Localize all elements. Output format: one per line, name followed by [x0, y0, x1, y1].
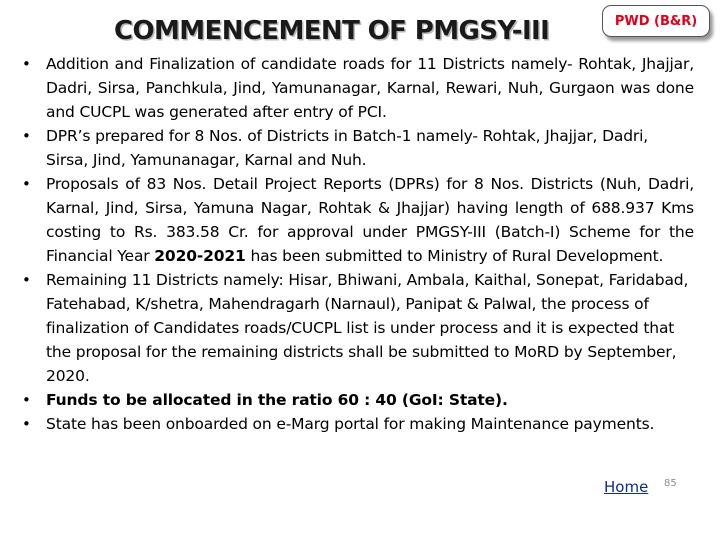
bullet-text-before: Proposals of 83 Nos. Detail Project Reports (DPRs) for 8 Nos. Districts (Nuh, Dadri, Karnal, Jind, Sirsa, Yamuna Nagar, Rohtak & Jhajjar) having length of 688.937 Kms costing to Rs. 383.58 Cr. for approval under PMGSY-III (Batch-I) Scheme for the Financial Year: [46, 175, 694, 265]
bullet-text: DPR’s prepared for 8 Nos. of Districts in Batch-1 namely- Rohtak, Jhajjar, Dadri, Sirsa, Jind, Yamunanagar, Karnal and Nuh.: [46, 127, 649, 169]
bullet-dot-icon: •: [22, 391, 31, 409]
slide-title: COMMENCEMENT OF PMGSY-III: [114, 16, 550, 46]
bullet-item-proposals: [0, 172, 720, 268]
bullet-item-addition-finalization: [0, 52, 720, 124]
bullet-item-remaining-districts: [0, 268, 720, 388]
bullet-item-dpr-prepared: [0, 124, 720, 172]
bullet-text: Addition and Finalization of candidate roads for 11 Districts namely- Rohtak, Jhajjar, Dadri, Sirsa, Panchkula, Jind, Yamunanagar, Karnal, Rewari, Nuh, Gurgaon was done and CUCPL was generated after entry of PCI.: [46, 55, 694, 121]
bullet-text: State has been onboarded on e-Marg portal for making Maintenance payments.: [46, 415, 655, 433]
page-number: 85: [664, 478, 677, 489]
bullet-item-emarg-portal: [0, 412, 720, 436]
bullet-item-funds-ratio: [0, 388, 720, 412]
bullet-text: Remaining 11 Districts namely: Hisar, Bhiwani, Ambala, Kaithal, Sonepat, Faridabad, Fatehabad, K/shetra, Mahendragarh (Narnaul), Panipat & Palwal, the process of finalization of Candidates roads/CUCPL list is under process and it is expected that the proposal for the remaining districts shall be submitted to MoRD by September, 2020.: [46, 271, 689, 385]
bullet-dot-icon: •: [22, 127, 31, 145]
bullet-text-after: has been submitted to Ministry of Rural Development.: [245, 247, 664, 265]
department-badge: PWD (B&R): [602, 5, 710, 37]
bullet-dot-icon: •: [22, 271, 31, 289]
bullet-list: [0, 52, 720, 436]
financial-year: 2020-2021: [154, 247, 246, 265]
bullet-dot-icon: •: [22, 55, 31, 73]
bullet-text: Funds to be allocated in the ratio 60 : 40 (GoI: State).: [46, 391, 508, 409]
home-link[interactable]: Home: [604, 478, 649, 496]
bullet-dot-icon: •: [22, 415, 31, 433]
bullet-dot-icon: •: [22, 175, 31, 193]
